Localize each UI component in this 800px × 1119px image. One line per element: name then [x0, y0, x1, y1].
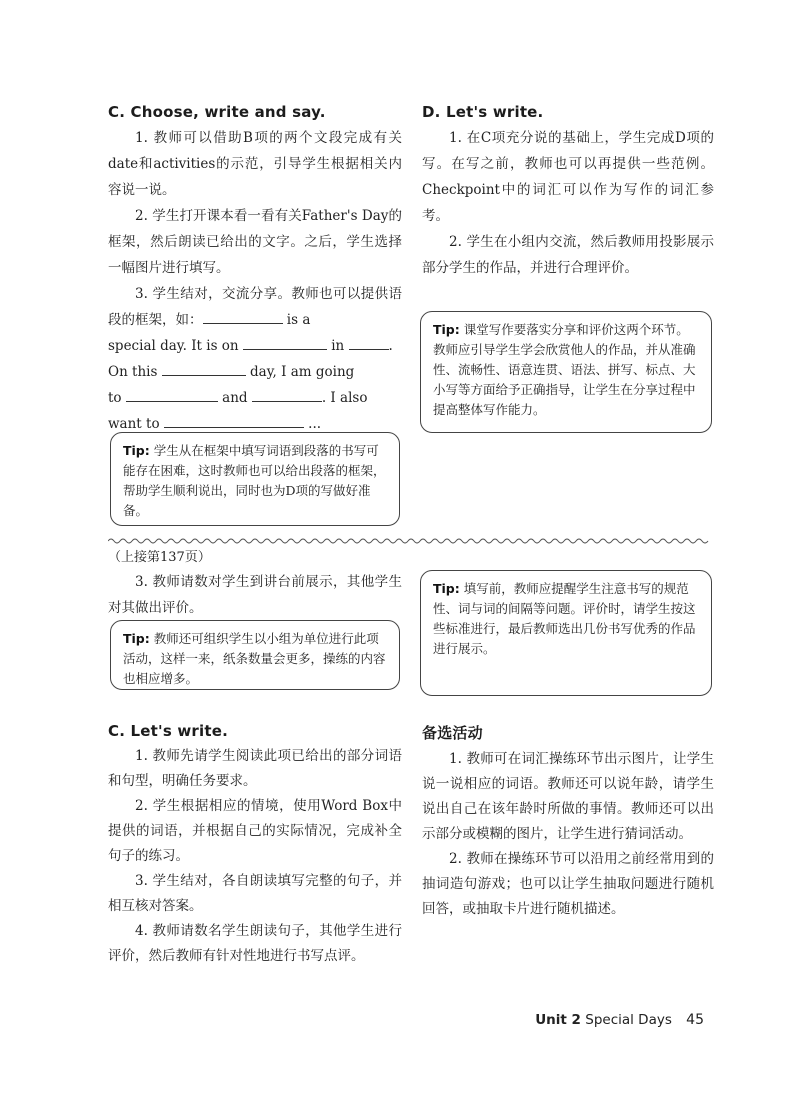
tip-label: Tip:: [123, 631, 150, 646]
tip-box-middle-right: [420, 570, 712, 696]
paragraph-2: 2. 学生根据相应的情境，使用Word Box中提供的词语，并根据自己的实际情况，完成补全句子的练习。: [108, 798, 402, 864]
paragraph-2: 2. 学生在小组内交流，然后教师用投影展示部分学生的作品，并进行合理评价。: [422, 234, 714, 276]
frame-day-going: day, I am going: [250, 364, 355, 380]
tip-text: 学生从在框架中填写词语到段落的书写可能存在困难，这时教师也可以给出段落的框架，帮助学生顺利说出，同时也为D项的写做好准备。: [123, 443, 386, 518]
blank-line: [349, 335, 389, 350]
blank-line: [162, 361, 246, 376]
tip-label: Tip:: [433, 581, 460, 596]
paragraph-1: 1. 教师可在词汇操练环节出示图片，让学生说一说相应的词语。教师还可以说年龄，请学生说出自己在该年龄时所做的事情。教师还可以出示部分或模糊的图片，让学生进行猜词活动。: [422, 751, 714, 842]
section-heading-optional-activities: 备选活动: [422, 724, 483, 742]
frame-special-day: special day. It is on: [108, 338, 239, 354]
blank-line: [252, 387, 322, 402]
section-divider: [108, 537, 712, 545]
frame-is-a: is a: [286, 312, 311, 328]
frame-line-3: [108, 359, 402, 385]
footer-unit: Unit 2: [535, 1012, 581, 1028]
section-heading-lets-write-d: D. Let's write.: [422, 103, 544, 121]
paragraph-4: 4. 教师请数名学生朗读句子，其他学生进行评价，然后教师有针对性地进行书写点评。: [108, 923, 402, 964]
section-heading-lets-write-c: C. Let's write.: [108, 722, 229, 740]
paragraph-3-intro: [108, 281, 402, 333]
frame-ellipsis: ...: [308, 416, 322, 432]
paragraph-3: 3. 学生结对，各自朗读填写完整的句子，并相互核对答案。: [108, 873, 402, 914]
page-number: 45: [686, 1012, 704, 1028]
tip-box-middle-left: [110, 620, 400, 690]
tip-label: Tip:: [433, 322, 460, 337]
continued-label: （上接第137页）: [108, 550, 211, 565]
left-top-section: [108, 103, 402, 437]
frame-in: in: [331, 338, 345, 354]
paragraph-3: 3. 教师请数对学生到讲台前展示，其他学生对其做出评价。: [108, 574, 402, 616]
tip-box-left-top: [110, 432, 400, 526]
tip-text: 教师还可组织学生以小组为单位进行此项活动，这样一来，纸条数量会更多，操练的内容也相应增多。: [123, 631, 386, 686]
frame-line-4: [108, 385, 402, 411]
blank-line: [164, 413, 304, 428]
middle-left-section: [108, 547, 402, 621]
blank-line: [126, 387, 218, 402]
paragraph-1: 1. 教师可以借助B项的两个文段完成有关date和activities的示范，引导学生根据相关内容说一说。: [108, 130, 402, 198]
frame-to: to: [108, 390, 122, 406]
paragraph-2: 2. 教师在操练环节可以沿用之前经常用到的抽词造句游戏；也可以让学生抽取问题进行随机回答，或抽取卡片进行随机描述。: [422, 851, 714, 917]
paragraph-3-text: 3. 学生结对，交流分享。教师也可以提供语段的框架，如：: [108, 286, 402, 328]
blank-line: [243, 335, 327, 350]
frame-i-also: . I also: [321, 390, 368, 406]
paragraph-1: 1. 教师先请学生阅读此项已给出的部分词语和句型，明确任务要求。: [108, 748, 402, 789]
section-heading-choose-write-say: C. Choose, write and say.: [108, 103, 326, 121]
tip-box-right-top: [420, 311, 712, 433]
frame-line-2: special day. It is on in .: [108, 333, 402, 359]
left-bottom-section: [108, 722, 402, 969]
tip-text: 课堂写作要落实分享和评价这两个环节。教师应引导学生学会欣赏他人的作品，并从准确性、流畅性、语意连贯、语法、拼写、标点、大小写等方面给予正确指导，让学生在分享过程中提高整体写作能力。: [433, 322, 696, 417]
frame-on-this: On this: [108, 364, 158, 380]
right-bottom-section: [422, 722, 714, 922]
page-footer: [535, 1012, 704, 1028]
tip-label: Tip:: [123, 443, 150, 458]
footer-title: Special Days: [585, 1012, 672, 1028]
frame-and: and: [222, 390, 248, 406]
paragraph-1: 1. 在C项充分说的基础上，学生完成D项的写。在写之前，教师也可以再提供一些范例。Checkpoint中的词汇可以作为写作的词汇参考。: [422, 130, 714, 224]
tip-text: 填写前，教师应提醒学生注意书写的规范性、词与词的间隔等问题。评价时，请学生按这些标准进行，最后教师选出几份书写优秀的作品进行展示。: [433, 581, 696, 656]
right-top-section: [422, 103, 714, 281]
blank-line: [203, 309, 283, 324]
paragraph-2: 2. 学生打开课本看一看有关Father's Day的框架，然后朗读已给出的文字。之后，学生选择一幅图片进行填写。: [108, 208, 402, 276]
frame-want-to: want to: [108, 416, 160, 432]
